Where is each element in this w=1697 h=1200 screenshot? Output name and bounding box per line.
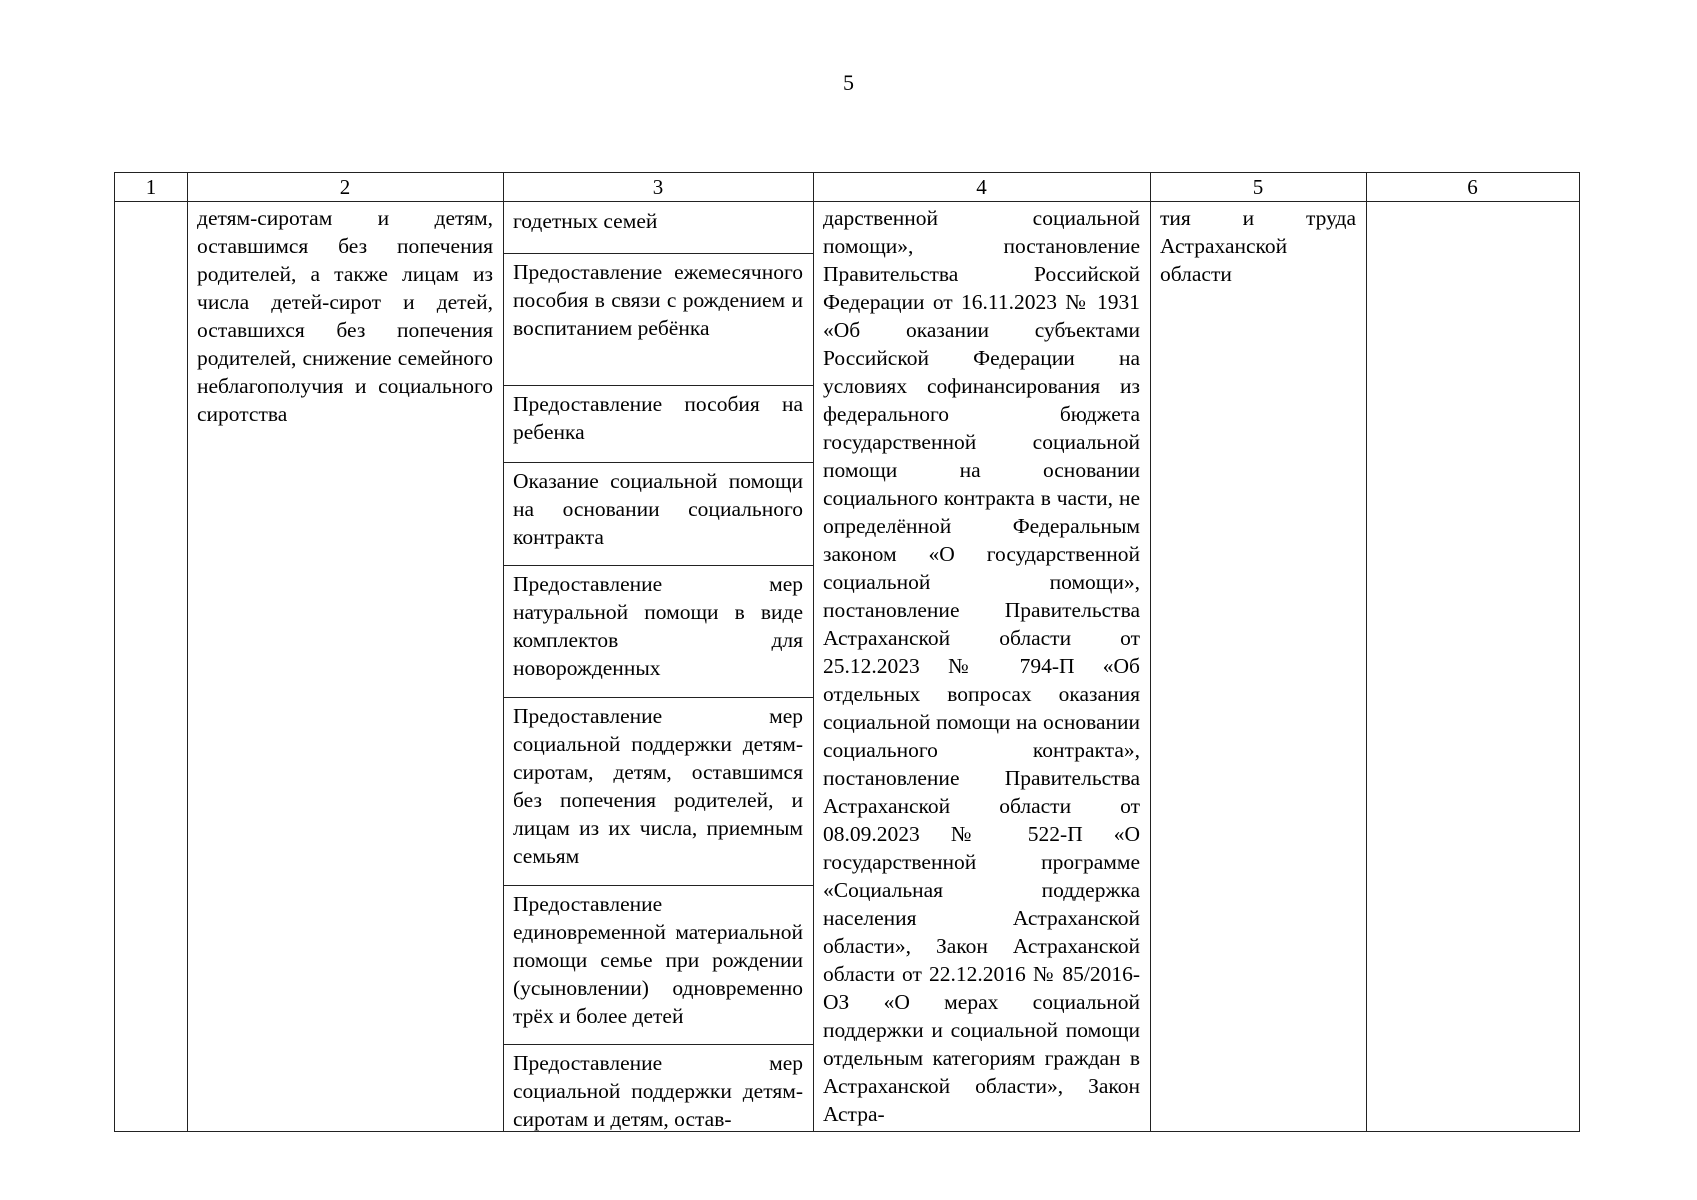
col3-item: Предоставление пособия на ребенка [513,392,803,444]
header-divider [115,201,1579,202]
column-header-5: 5 [1252,175,1264,199]
col3-item: годетных семей [513,209,658,233]
column-header-6: 6 [1467,175,1478,199]
col3-item: Предоставление мер социальной поддержки детям-сиротам и детям, остав- [513,1051,803,1131]
col3-item: Предоставление мер натуральной помощи в виде комплектов для новорожденных [513,572,803,680]
column-header-4: 4 [976,175,987,199]
cell-col4: дарственной социальной помощи», постановление Правительства Российской Федерации от 16.11.2023 № 1931 «Об оказании субъектами Российской Федерации на условиях софинансирования из федерального бюджета государственной социальной помощи на основании социального контракта в части, не определённой Федеральным законом «О государственной социальной помощи», постановление Правительства Астраханской области от 25.12.2023 № 794-П «Об отдельных вопросах оказания социальной помощи на основании социального контракта», постановление Правительства Астраханской области от 08.09.2023 № 522-П «О государственной программе «Социальная поддержка населения Астраханской области», Закон Астраханской области от 22.12.2016 № 85/2016-ОЗ «О мерах социальной поддержки и социальной помощи отдельным категориям граждан в Астраханской области», Закон Астра- [823,206,1140,1126]
column-divider [187,173,188,1131]
col3-item: Оказание социальной помощи на основании социального контракта [513,469,803,549]
data-table [114,172,1580,1132]
column-header-3: 3 [652,175,664,199]
col3-item: Предоставление единовременной материальной помощи семье при рождении (усыновлении) одновременно трёх и более детей [513,892,803,1028]
column-header-2: 2 [339,175,351,199]
page-number: 5 [843,70,854,95]
column-divider [1150,173,1151,1131]
cell-col2: детям-сиротам и детям, оставшимся без попечения родителей, а также лицам из числа детей-сирот и детей, оставшихся без попечения родителей, снижение семейного неблагополучия и социального сиротства [197,206,493,426]
column-divider [813,173,814,1131]
column-header-1: 1 [145,175,157,199]
column-divider [1366,173,1367,1131]
col3-item: Предоставление ежемесячного пособия в связи с рождением и воспитанием ребёнка [513,260,803,340]
col3-item: Предоставление мер социальной поддержки детям-сиротам, детям, оставшимся без попечения родителей, и лицам из их числа, приемным семьям [513,704,803,868]
cell-col5: тия и труда Астраханской области [1160,206,1356,286]
